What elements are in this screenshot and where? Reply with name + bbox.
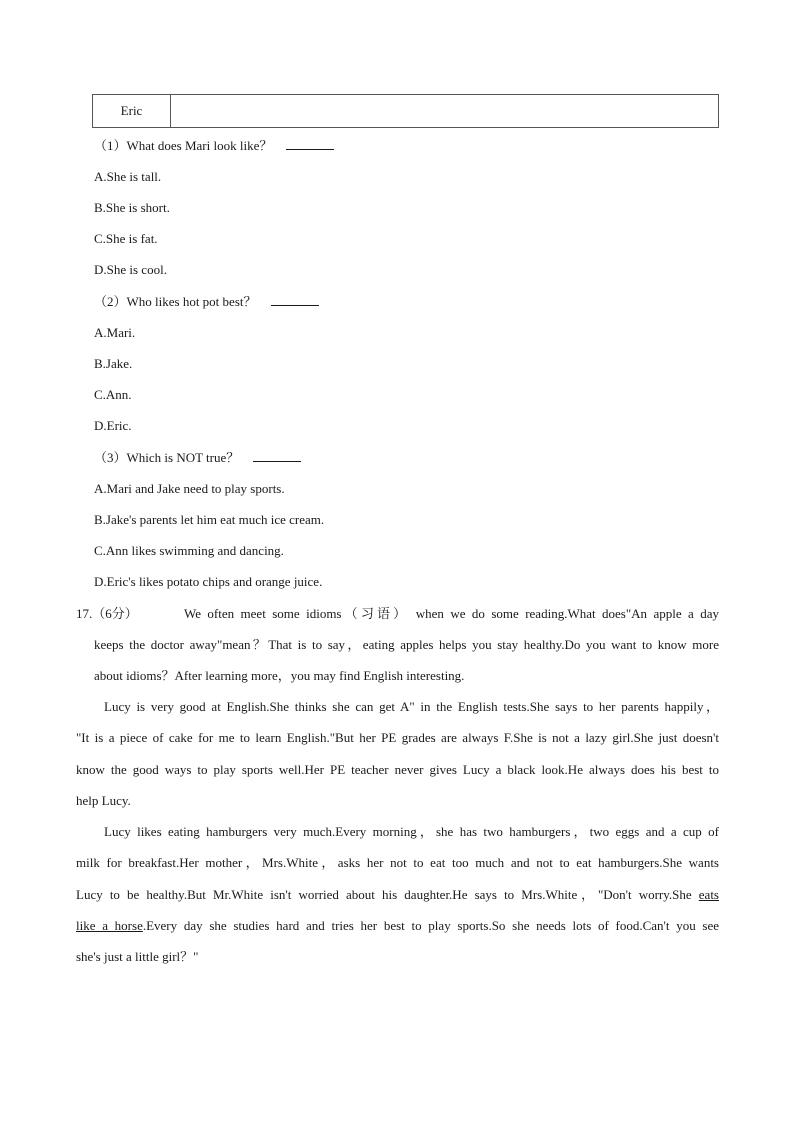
passage-line-1: We often meet some idioms（习语） when we do some reading.What does"An apple a day: [184, 606, 719, 621]
question-3: [94, 450, 301, 466]
passage-line-4: Lucy is very good at English.She thinks she can get A" in the English tests.She says to her parents happily，: [104, 699, 719, 714]
passage-line-7: help Lucy.: [76, 793, 131, 808]
passage-line-9: milk for breakfast.Her mother，Mrs.White，asks her not to eat too much and not to eat hamburgers.She wants: [76, 855, 719, 870]
passage-line-12: she's just a little girl？": [76, 949, 199, 964]
passage-line-8: Lucy likes eating hamburgers very much.Every morning，she has two hamburgers，two eggs and a cup of: [104, 824, 719, 839]
underlined-idiom-part-1: eats: [698, 887, 719, 902]
underlined-idiom-part-2: like a horse: [76, 918, 143, 933]
q3-option-a: A.Mari and Jake need to play sports.: [94, 481, 285, 496]
q1-option-a: A.She is tall.: [94, 169, 162, 184]
q1-option-d: D.She is cool.: [94, 262, 167, 277]
answer-blank-1[interactable]: [286, 138, 334, 150]
q1-option-c: C.She is fat.: [94, 231, 158, 246]
passage-line-2: keeps the doctor away"mean？That is to say，eating apples helps you stay healthy.Do you want to know more: [94, 637, 719, 652]
answer-blank-3[interactable]: [253, 450, 301, 462]
passage-line-5: "It is a piece of cake for me to learn English."But her PE grades are always F.She is not a lazy girl.She just doesn't: [76, 730, 719, 745]
question-2: [94, 294, 319, 310]
question-1: [94, 138, 334, 154]
q2-option-b: B.Jake.: [94, 356, 133, 371]
passage-line-10: [76, 887, 719, 903]
q3-option-b: B.Jake's parents let him eat much ice cream.: [94, 512, 325, 527]
answer-table-row: [92, 94, 719, 128]
q1-option-b: B.She is short.: [94, 200, 170, 215]
passage-line-10-text: Lucy to be healthy.But Mr.White isn't worried about his daughter.He says to Mrs.White，"Don't worry.She: [76, 887, 692, 902]
passage-line-3: about idioms？After learning more，you may find English interesting.: [94, 668, 465, 683]
q2-option-d: D.Eric.: [94, 418, 132, 433]
passage-line-11: [76, 918, 719, 934]
table-name-cell: Eric: [93, 95, 171, 127]
answer-blank-2[interactable]: [271, 294, 319, 306]
passage-line-11-text: .Every day she studies hard and tries her best to play sports.So she needs lots of food.Can't you see: [142, 918, 719, 933]
question-17-number: 17.（6分）: [76, 606, 138, 621]
passage-line-6: know the good ways to play sports well.Her PE teacher never gives Lucy a black look.He always does his best to: [76, 762, 719, 777]
question-1-text: （1）What does Mari look like？: [94, 138, 273, 153]
question-2-text: （2）Who likes hot pot best？: [94, 294, 257, 309]
question-3-text: （3）Which is NOT true？: [94, 450, 240, 465]
q3-option-d: D.Eric's likes potato chips and orange juice.: [94, 574, 323, 589]
q3-option-c: C.Ann likes swimming and dancing.: [94, 543, 284, 558]
table-value-cell: [171, 95, 718, 127]
q2-option-c: C.Ann.: [94, 387, 132, 402]
q2-option-a: A.Mari.: [94, 325, 136, 340]
